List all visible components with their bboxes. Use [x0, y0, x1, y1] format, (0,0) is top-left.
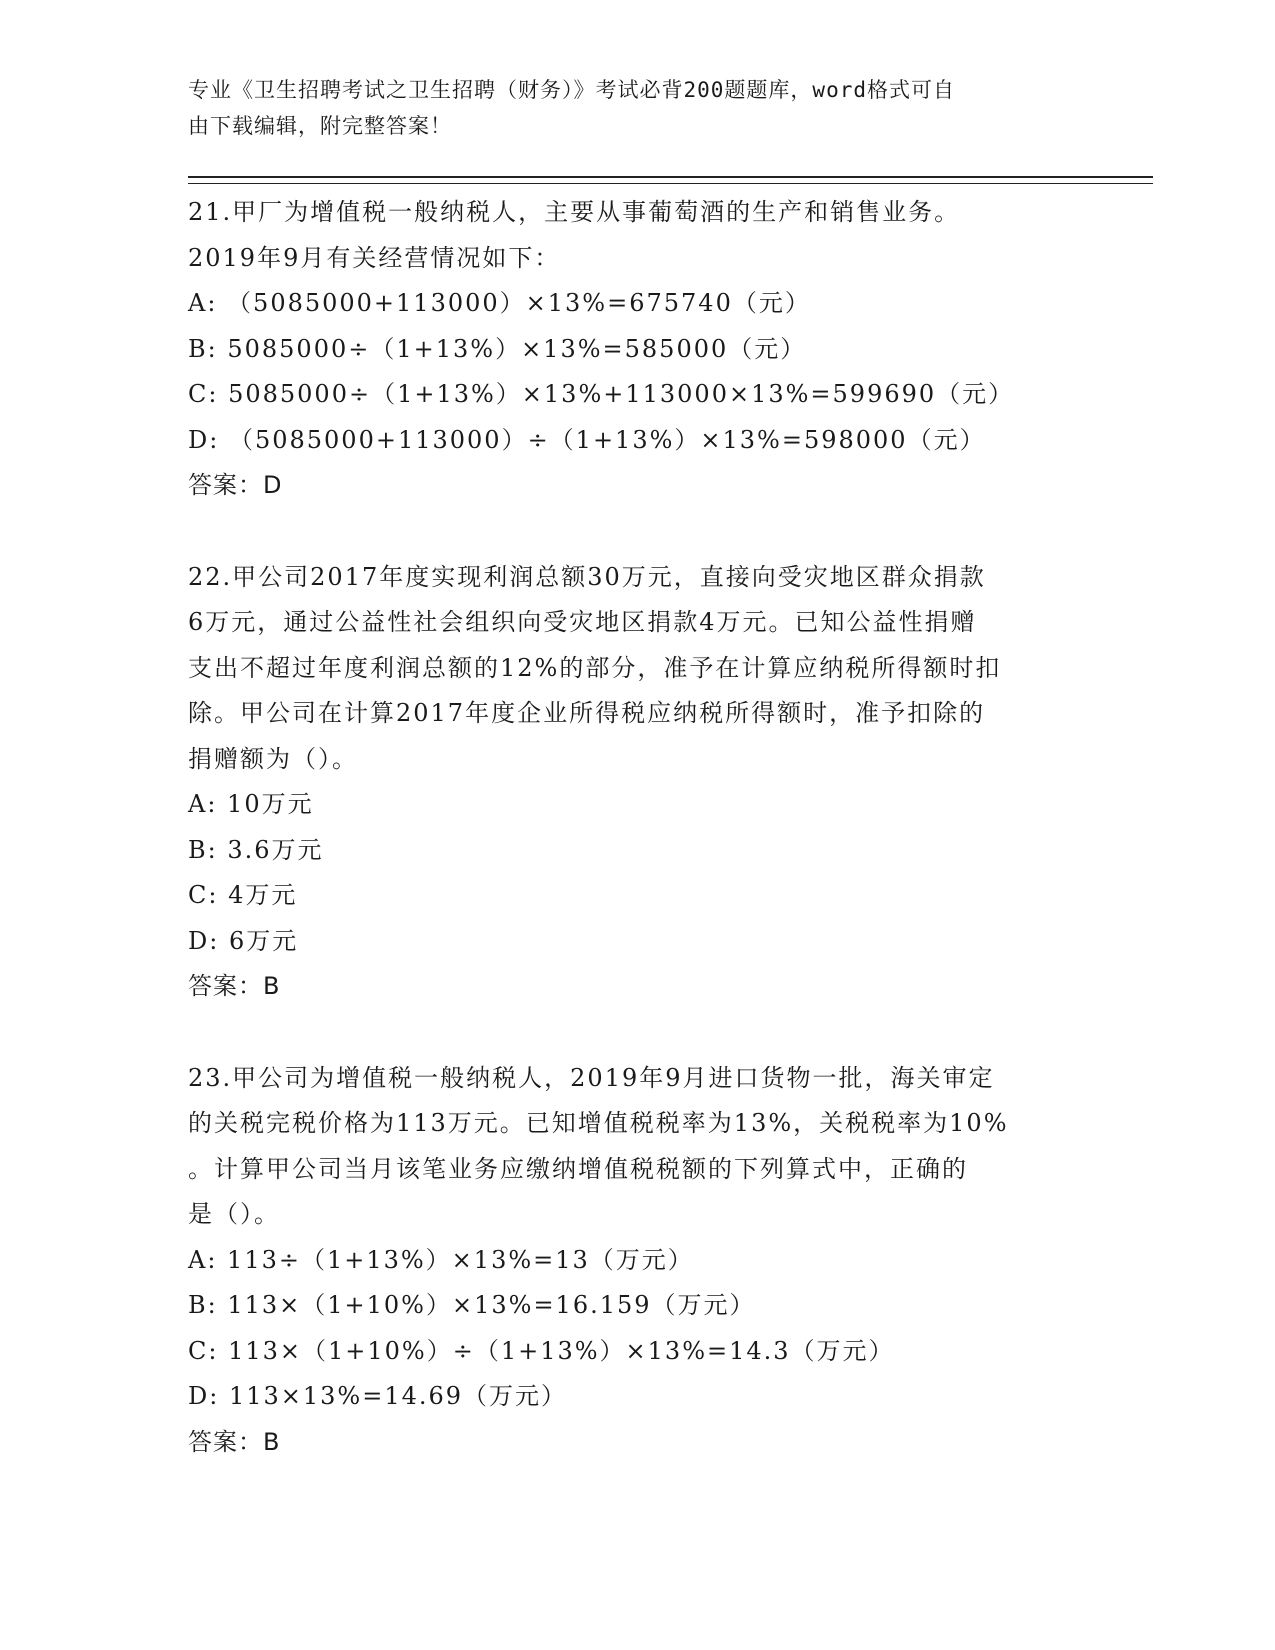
question-text-line: 支出不超过年度利润总额的12%的部分，准予在计算应纳税所得额时扣 — [188, 653, 1002, 682]
option-b: B: 5085000÷（1+13%）×13%=585000（元） — [188, 334, 807, 363]
option-c: C: 113×（1+10%）÷（1+13%）×13%=14.3（万元） — [188, 1336, 895, 1365]
option-a: A: （5085000+113000）×13%=675740（元） — [188, 289, 811, 317]
option-c: C: 5085000÷（1+13%）×13%+113000×13%=599690（元） — [188, 380, 1015, 408]
header-divider-thin — [188, 183, 1153, 184]
option-b: B: 113×（1+10%）×13%=16.159（万元） — [188, 1291, 756, 1319]
question-23 — [188, 1056, 1088, 1466]
option-d: D: 6万元 — [188, 926, 299, 955]
option-a: A: 10万元 — [188, 790, 314, 818]
question-text-line: 是（）。 — [188, 1200, 280, 1228]
question-text-line: 的关税完税价格为113万元。已知增值税税率为13%，关税税率为10% — [188, 1109, 1009, 1137]
answer: 答案：B — [188, 972, 281, 1000]
document-header — [188, 72, 1068, 144]
option-d: D: 113×13%=14.69（万元） — [188, 1382, 568, 1410]
question-text-line: 捐赠额为（）。 — [188, 744, 358, 773]
option-b: B: 3.6万元 — [188, 835, 324, 864]
header-line-1: 专业《卫生招聘考试之卫生招聘（财务）》考试必背200题题库，word格式可自 — [188, 78, 955, 102]
header-line-2: 由下载编辑，附完整答案！ — [188, 114, 452, 138]
option-c: C: 4万元 — [188, 881, 298, 909]
question-21 — [188, 190, 1088, 509]
header-divider-thick — [188, 176, 1153, 178]
question-text-line: 。计算甲公司当月该笔业务应缴纳增值税税额的下列算式中，正确的 — [188, 1154, 968, 1183]
question-text-line: 22.甲公司2017年度实现利润总额30万元，直接向受灾地区群众捐款 — [188, 562, 986, 591]
option-d: D: （5085000+113000）÷（1+13%）×13%=598000（元） — [188, 425, 986, 454]
question-text-line: 23.甲公司为增值税一般纳税人，2019年9月进口货物一批，海关审定 — [188, 1063, 995, 1092]
question-list — [188, 190, 1088, 1465]
question-text-line: 21.甲厂为增值税一般纳税人，主要从事葡萄酒的生产和销售业务。 — [188, 198, 961, 226]
question-text-line: 除。甲公司在计算2017年度企业所得税应纳税所得额时，准予扣除的 — [188, 699, 986, 727]
question-22 — [188, 555, 1088, 1010]
answer: 答案：D — [188, 471, 283, 499]
answer: 答案：B — [188, 1427, 281, 1456]
question-text-line: 2019年9月有关经营情况如下： — [188, 243, 561, 272]
option-a: A: 113÷（1+13%）×13%=13（万元） — [188, 1245, 694, 1274]
question-text-line: 6万元，通过公益性社会组织向受灾地区捐款4万元。已知公益性捐赠 — [188, 608, 977, 636]
